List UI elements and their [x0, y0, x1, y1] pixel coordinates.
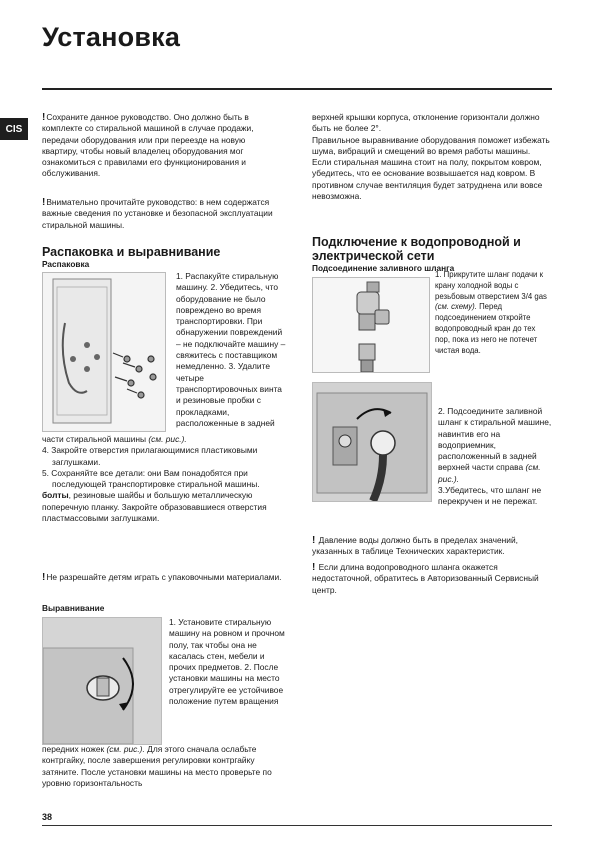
hose-step-2-3: 2. Подсоедините заливной шланг к стиральной машине, навинтив его на водоприемник, расположенный в задней верхней части справа (см. рис.). 3.Убедитесь, что шланг не перекручен и не пережат.: [438, 406, 552, 507]
tap-hose-illustration: [313, 278, 429, 372]
warning-icon: !: [42, 197, 46, 208]
unpacking-steps-continued: части стиральной машины (см. рис.). 4. Закройте отверстия прилагающимися пластиковыми заглушками. 5. Сохраняйте все детали: они Вам понадобятся при последующей транспортировке стиральной машины. болты, резиновые шайбы и большую металлическую поперечную планку. Закройте образовавшиеся отверстия пластмассовыми заглушками.: [42, 434, 267, 524]
subheading-leveling: Выравнивание: [42, 603, 105, 613]
intro-warning-2: !Внимательно прочитайте руководство: в нем содержатся важные сведения по установке и безопасной эксплуатации стиральной машины.: [42, 197, 273, 230]
footer-rule: [42, 825, 552, 826]
unpacking-steps-1-3: 1. Распакуйте стиральную машину. 2. Убедитесь, что оборудование не было повреждено во время транспортировки. При обнаружении повреждений – не подключайте машину – свяжитесь с поставщиком немедленно. 3. Удалите четыре транспортировочных винта и резиновые пробки с прокладками, расположенные в задней: [176, 271, 286, 428]
children-warning: !Не разрешайте детям играть с упаковочными материалами.: [42, 572, 282, 583]
section-heading-connection: Подключение к водопроводной и электрической сети: [312, 235, 521, 263]
machine-back-illustration: [43, 273, 165, 431]
right-col-continuation: верхней крышки корпуса, отклонение горизонтали должно быть не более 2°. Правильное выравнивание оборудования поможет избежать шума, вибраций и смещений во время работы машины. Если стиральная машина стоит на полу, покрытом ковром, убедитесь, что ее основание возвышается над ковром. В противном случае вентиляция будет затруднена или вовсе невозможна.: [312, 112, 550, 202]
hose-length-warning: ! Если длина водопроводного шланга окажется недостаточной, обратитесь в Авторизованный Сервисный центр.: [312, 562, 539, 595]
inlet-connection-illustration: [313, 383, 431, 501]
tap-figure: [312, 277, 430, 373]
leveling-continued: передних ножек (см. рис.). Для этого сначала ослабьте контргайку, после завершения регулировки контргайку затяните. После установки машины на место проверьте по уровню горизонтальность: [42, 744, 272, 788]
subheading-unpacking: Распаковка: [42, 259, 90, 269]
warning-icon: !: [312, 562, 316, 573]
title-rule: [42, 88, 552, 90]
region-tab: CIS: [0, 118, 28, 140]
intro-warning-1: !Сохраните данное руководство. Оно должно быть в комплекте со стиральной машиной в случае продажи, передачи оборудования или при переезде на новую квартиру, чтобы новый владелец оборудования мог ознакомиться с правилами его функционирования и обслуживания.: [42, 112, 254, 179]
page-number: 38: [42, 812, 53, 822]
adjustable-foot-illustration: [43, 618, 161, 744]
leveling-figure: [42, 617, 162, 745]
unpacking-figure: [42, 272, 166, 432]
leveling-text: 1. Установите стиральную машину на ровном и прочном полу, так чтобы она не касалась стен, мебели и прочих предметов. 2. После установки машины на место отрегулируйте ее устойчивое положение путем вращения: [169, 617, 285, 707]
section-heading-unpacking: Распаковка и выравнивание: [42, 245, 221, 259]
warning-icon: !: [312, 535, 316, 546]
subheading-hose: Подсоединение заливного шланга: [312, 263, 455, 273]
hose-step-1: 1. Прикрутите шланг подачи к крану холодной воды с резьбовым отверстием 3/4 gas (см. схему). Перед подсоединением откройте водопроводный кран до тех пор, пока из него не потечет чистая вода.: [435, 270, 547, 355]
pressure-warning: ! Давление воды должно быть в пределах значений, указанных в таблице Технических характеристик.: [312, 535, 518, 557]
warning-icon: !: [42, 572, 46, 583]
inlet-figure: [312, 382, 432, 502]
page-title: Установка: [42, 22, 181, 52]
warning-icon: !: [42, 112, 46, 123]
